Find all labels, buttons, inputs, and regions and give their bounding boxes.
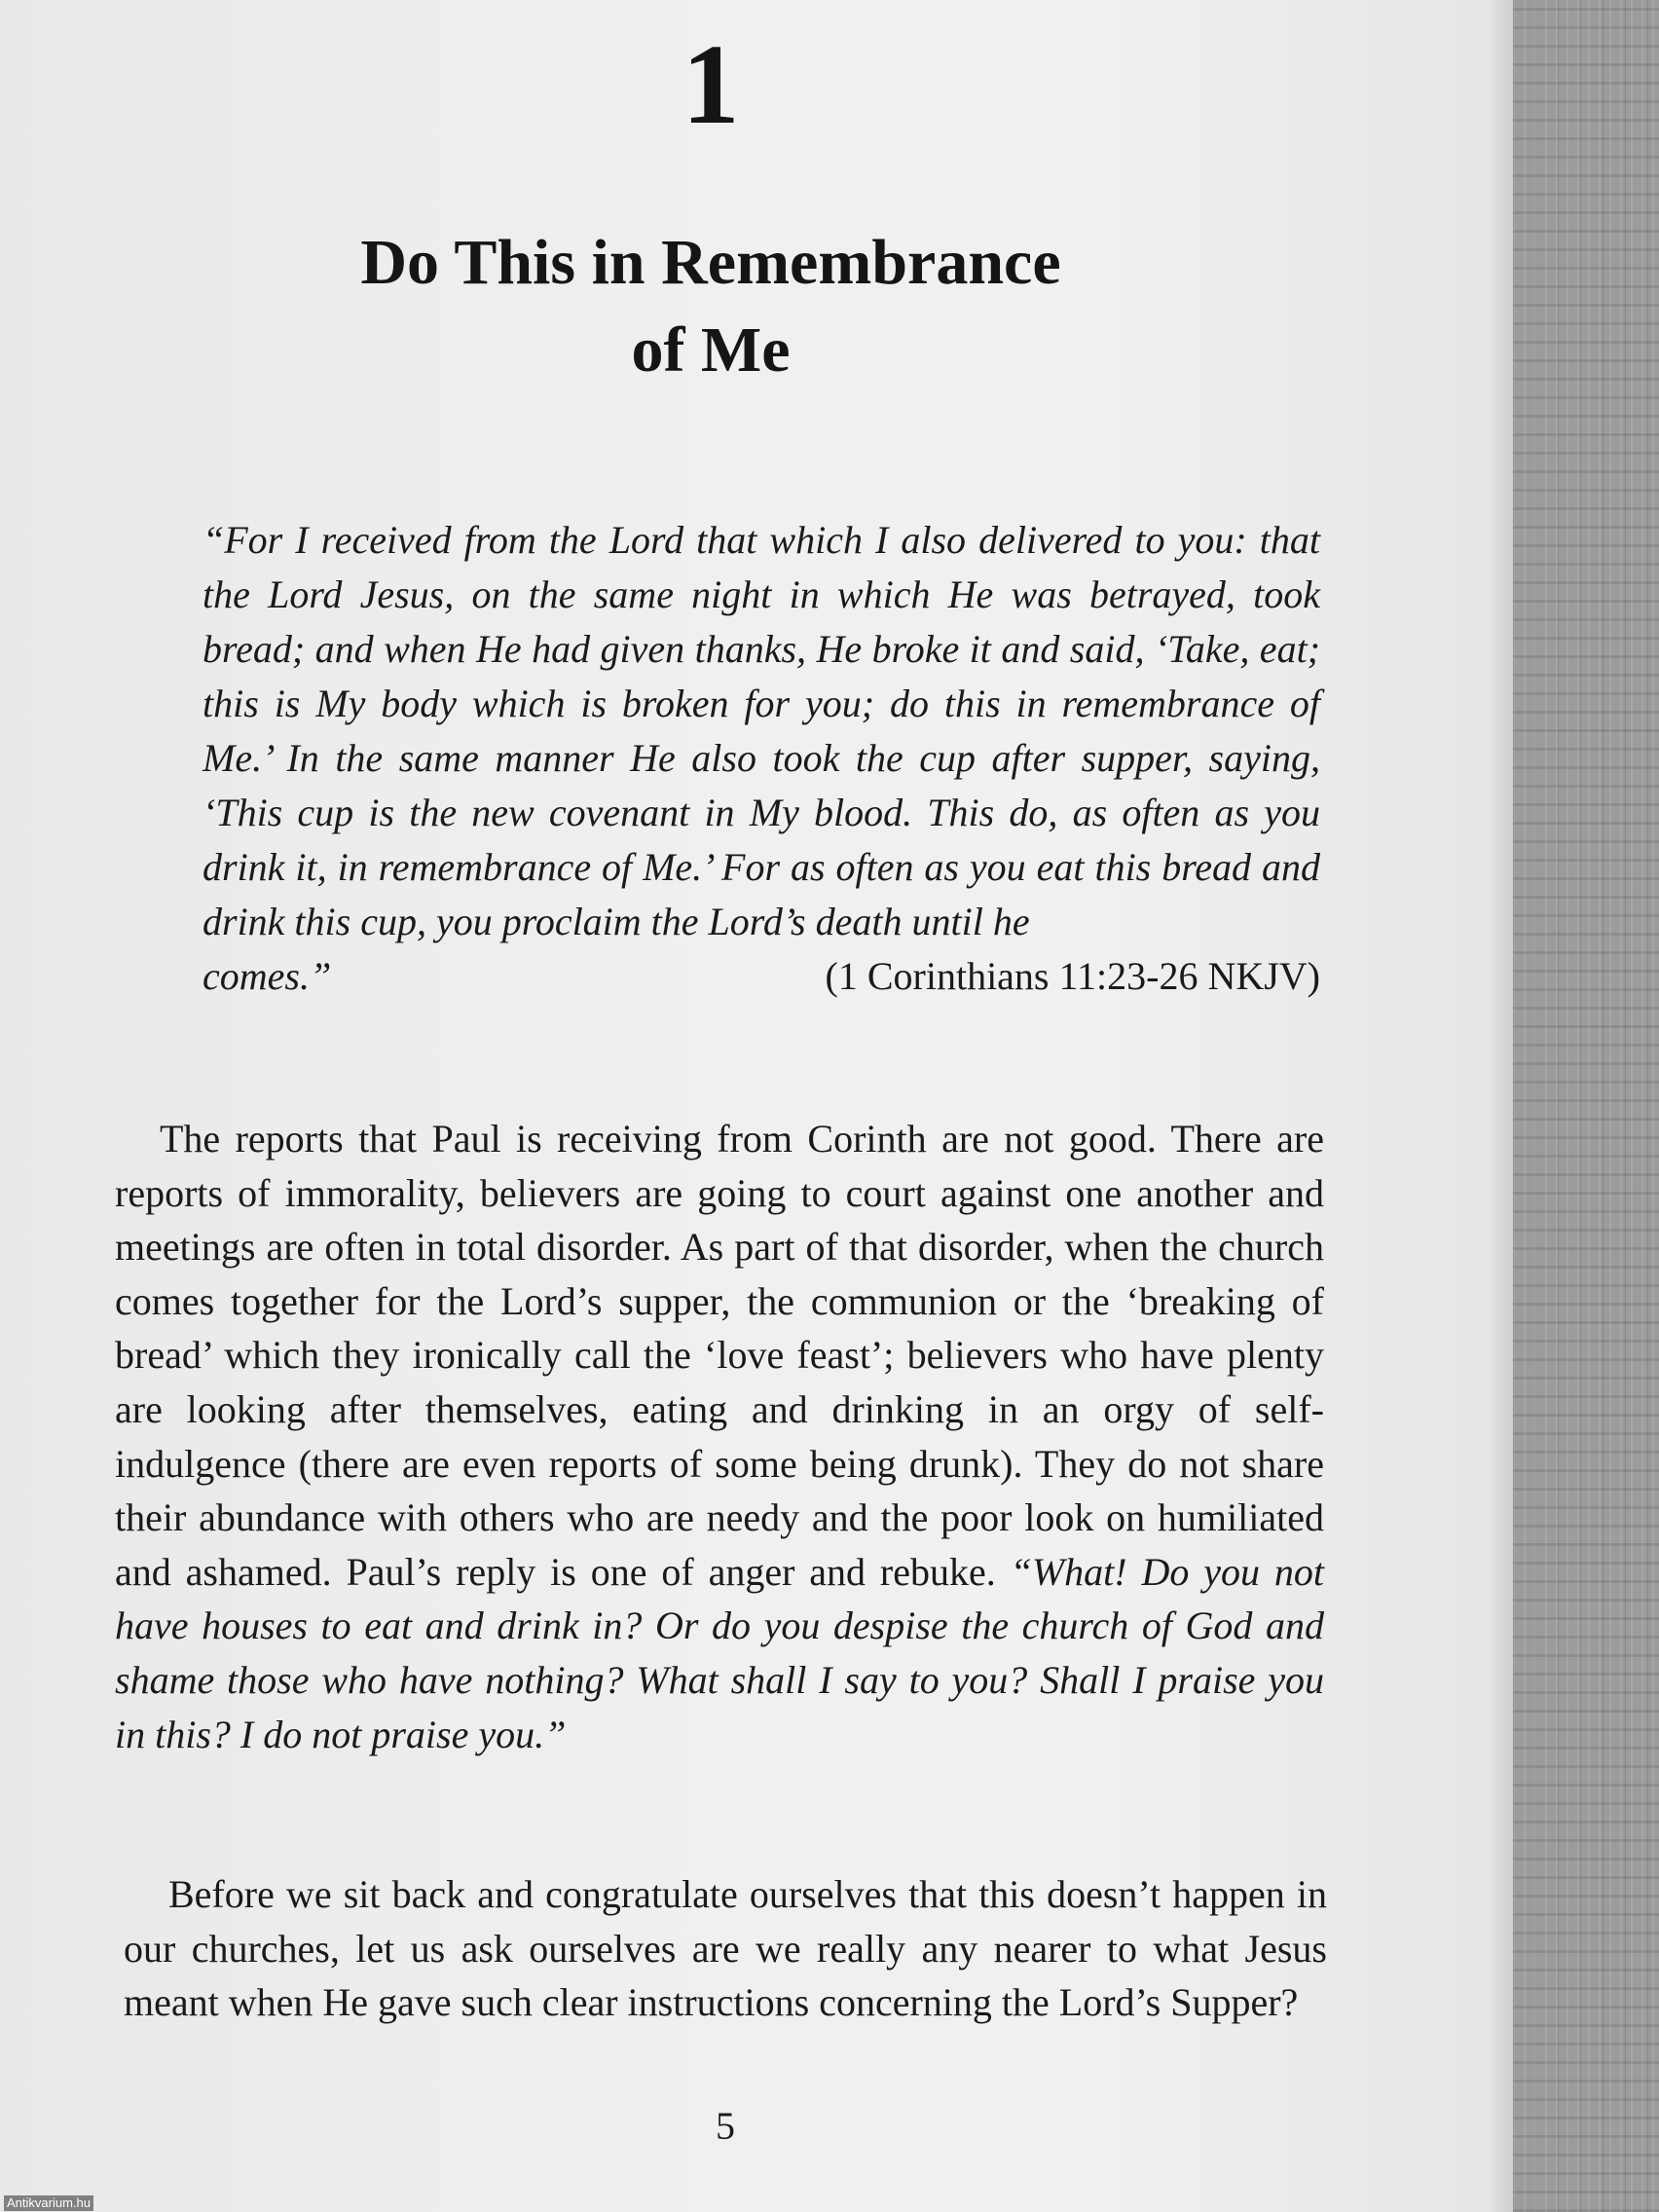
chapter-title-line-1: Do This in Remembrance	[360, 227, 1061, 298]
chapter-title-line-2: of Me	[631, 314, 791, 386]
paragraph-1-quote: “What! Do you not have houses to eat and drink in? Or do you despise the church of God and shame those who have nothing? What shall I say to you? Shall I praise you in this? I do not praise you.”	[115, 1549, 1324, 1756]
page-edge	[1490, 0, 1513, 2212]
background-surface	[1513, 0, 1659, 2212]
body-paragraph-2: Before we sit back and congratulate ourselves that this doesn’t happen in our churches, let us ask ourselves are we really any nearer to what Jesus meant when He gave such clear instructions concerning the Lord’s Supper?	[124, 1872, 1327, 2025]
epigraph-last-word: comes.”	[203, 954, 332, 998]
page-number: 5	[716, 2104, 735, 2148]
epigraph-citation: (1 Corinthians 11:23-26 NKJV)	[825, 954, 1320, 998]
paragraph-1-text: The reports that Paul is receiving from Corinth are not good. There are reports of immorality, believers are going to court against one another and meetings are often in total disorder. As part of that disorder, when the church comes together for the Lord’s supper, the communion or the ‘breaking of bread’ which they ironically call the ‘love feast’; believers who have plenty are looking after themselves, eating and drinking in an orgy of self-indulgence (there are even reports of some being drunk). They do not share their abundance with others who are needy and the poor look on humiliated and ashamed. Paul’s reply is one of anger and rebuke.	[115, 1117, 1324, 1594]
watermark: Antikvarium.hu	[4, 2195, 93, 2211]
body-paragraph-1	[115, 1112, 1324, 1761]
epigraph-text: “For I received from the Lord that which I also delivered to you: that the Lord Jesus, on the same night in which He was betrayed, took bread; and when He had given thanks, He broke it and said, ‘Take, eat; this is My body which is broken for you; do this in remembrance of Me.’ In the same manner He also took the cup after supper, saying, ‘This cup is the new covenant in My blood. This do, as often as you drink it, in remembrance of Me.’ For as often as you eat this bread and drink this cup, you proclaim the Lord’s death until he	[203, 518, 1320, 943]
epigraph-quote	[203, 513, 1320, 1004]
chapter-title	[0, 219, 1421, 394]
chapter-number: 1	[682, 20, 740, 148]
